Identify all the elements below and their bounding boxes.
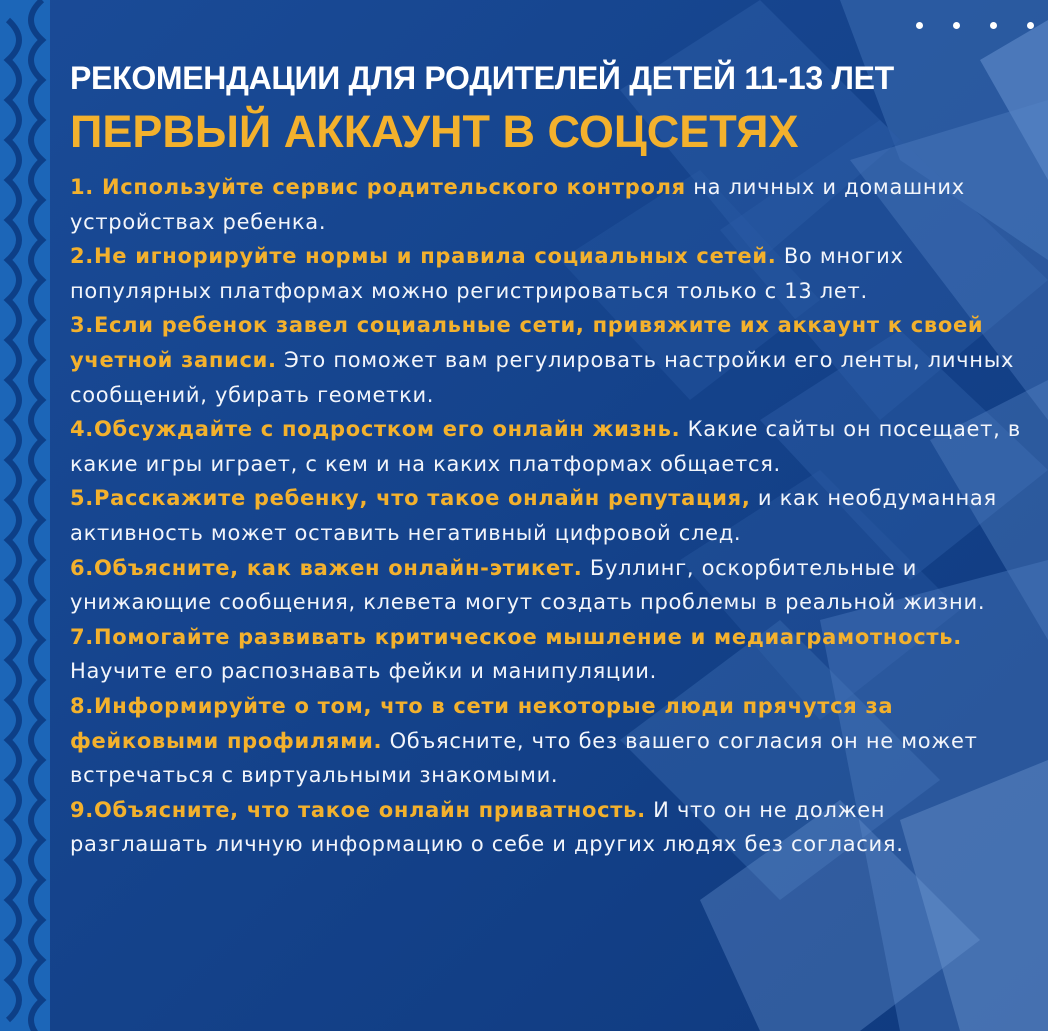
item-text: Научите его распознавать фейки и манипуляции. — [70, 659, 657, 684]
item-lead: 9.Объясните, что такое онлайн приватность. — [70, 797, 646, 822]
list-item — [70, 481, 1030, 550]
list-item — [70, 793, 1030, 862]
recommendations-list — [70, 170, 1030, 862]
item-text: Объясните, что без вашего согласия он не может встречаться с виртуальными знакомыми. — [70, 728, 978, 788]
page-subtitle: РЕКОМЕНДАЦИИ ДЛЯ РОДИТЕЛЕЙ ДЕТЕЙ 11-13 ЛЕТ — [70, 60, 894, 96]
item-text: Какие сайты он посещает, в какие игры играет, с кем и на каких платформах общается. — [70, 417, 1021, 476]
item-lead: 4.Обсуждайте с подростком его онлайн жизнь. — [70, 417, 681, 442]
list-item — [70, 689, 1030, 793]
list-item — [70, 170, 1030, 239]
item-lead: 2.Не игнорируйте нормы и правила социальных сетей. — [70, 244, 777, 269]
list-item — [70, 551, 1030, 620]
item-lead: 5.Расскажите ребенку, что такое онлайн репутация, — [70, 486, 751, 511]
item-text: Буллинг, оскорбительные и унижающие сообщения, клевета могут создать проблемы в реальной жизни. — [70, 555, 986, 615]
content — [70, 56, 1030, 862]
dot-icon — [990, 22, 997, 29]
dot-icon — [916, 22, 923, 29]
item-text: на личных и домашних устройствах ребенка. — [70, 175, 965, 234]
list-item — [70, 308, 1030, 412]
page-title: ПЕРВЫЙ АККАУНТ В СОЦСЕТЯХ — [70, 106, 799, 157]
item-text: Это поможет вам регулировать настройки его ленты, личных сообщений, убирать геометки. — [70, 347, 1015, 407]
decorative-dots — [916, 22, 1034, 29]
list-item — [70, 412, 1030, 481]
item-text: и как необдуманная активность может оставить негативный цифровой след. — [70, 486, 997, 545]
item-lead: 3.Если ребенок завел социальные сети, привяжите их аккаунт к своей учетной записи. — [70, 313, 984, 372]
list-item — [70, 620, 1030, 689]
item-lead: 1. Используйте сервис родительского контроля — [70, 175, 686, 199]
left-ornament-strip — [0, 0, 50, 1031]
item-text: Во многих популярных платформах можно регистрироваться только с 13 лет. — [70, 244, 904, 303]
item-text: И что он не должен разглашать личную информацию о себе и других людях без согласия. — [70, 797, 904, 857]
list-item — [70, 239, 1030, 308]
item-lead: 8.Информируйте о том, что в сети некоторые люди прячутся за фейковыми профилями. — [70, 693, 894, 753]
item-lead: 7.Помогайте развивать критическое мышление и медиаграмотность. — [70, 624, 962, 649]
dot-icon — [953, 22, 960, 29]
item-lead: 6.Объясните, как важен онлайн-этикет. — [70, 555, 583, 580]
dot-icon — [1027, 22, 1034, 29]
